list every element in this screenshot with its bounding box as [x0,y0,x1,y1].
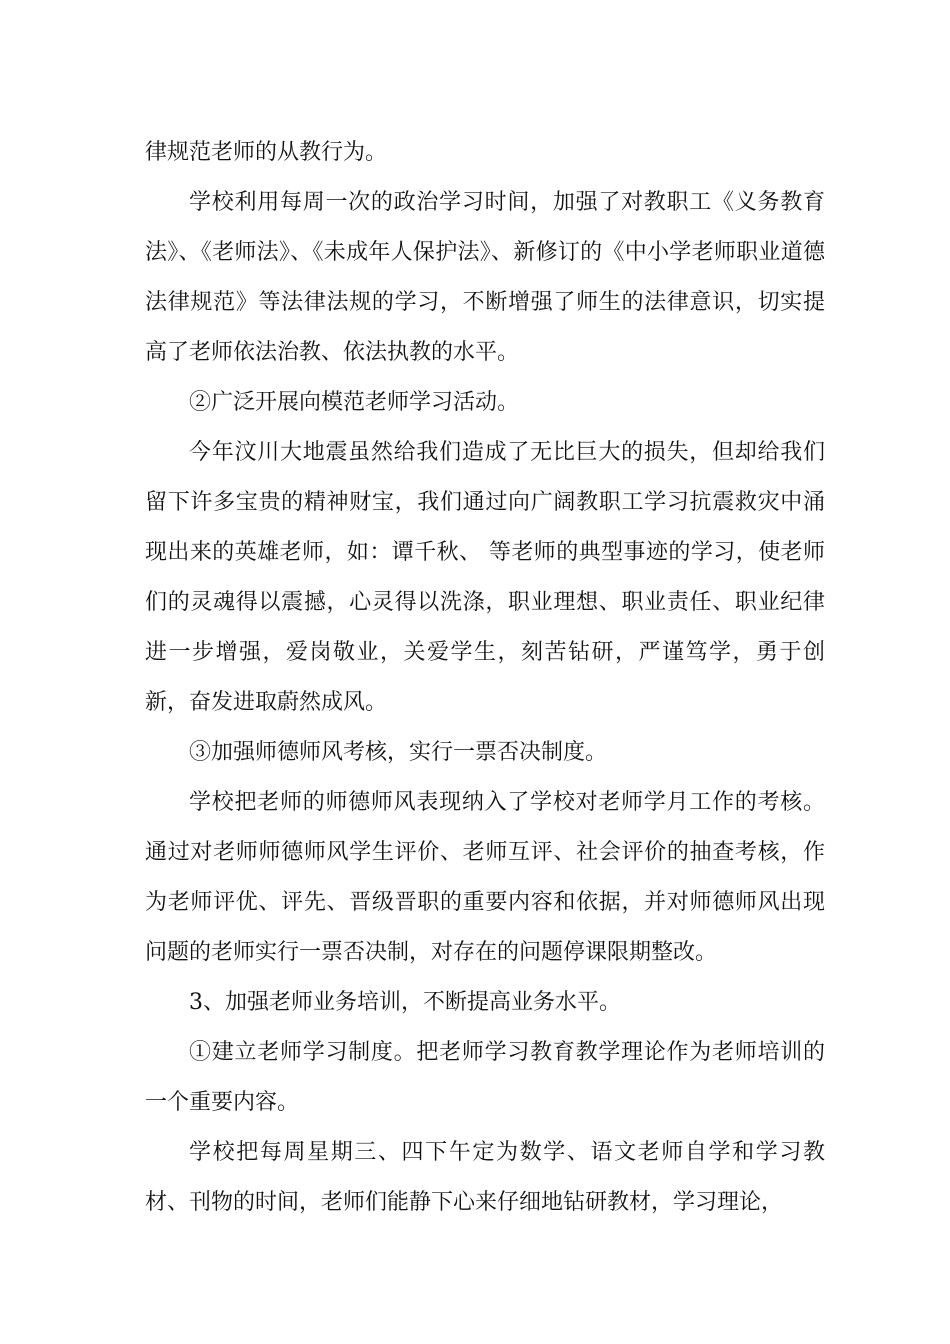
document-body [145,128,825,1228]
paragraph-4: 今年汶川大地震虽然给我们造成了无比巨大的损失，但却给我们留下许多宝贵的精神财宝，我们通过向广阔教职工学习抗震救灾中涌现出来的英雄老师，如：谭千秋、 等老师的典型事迹的学习，使老师们的灵魂得以震撼，心灵得以洗涤，职业理想、职业责任、职业纪律进一步增强，爱岗敬业，关爱学生，刻苦钻研，严谨笃学，勇于创新，奋发进取蔚然成风。 [145,440,825,715]
paragraph-8: ①建立老师学习制度。把老师学习教育教学理论作为老师培训的一个重要内容。 [145,1040,825,1115]
paragraph-1: 律规范老师的从教行为。 [145,140,388,165]
paragraph-6: 学校把老师的师德师风表现纳入了学校对老师学月工作的考核。通过对老师师德师风学生评价、老师互评、社会评价的抽查考核，作为老师评优、评先、晋级晋职的重要内容和依据，并对师德师风出现问题的老师实行一票否决制，对存在的问题停课限期整改。 [145,790,825,965]
paragraph-2: 学校利用每周一次的政治学习时间，加强了对教职工《义务教育法》、《老师法》、《未成年人保护法》、新修订的《中小学老师职业道德法律规范》等法律法规的学习，不断增强了师生的法律意识，切实提高了老师依法治教、依法执教的水平。 [145,190,825,365]
paragraph-5: ③加强师德师风考核，实行一票否决制度。 [189,740,608,765]
paragraph-7: 3、加强老师业务培训，不断提高业务水平。 [189,990,621,1015]
paragraph-3: ②广泛开展向模范老师学习活动。 [189,390,520,415]
paragraph-9: 学校把每周星期三、四下午定为数学、语文老师自学和学习教材、刊物的时间，老师们能静下心来仔细地钻研教材，学习理论， [145,1140,825,1215]
